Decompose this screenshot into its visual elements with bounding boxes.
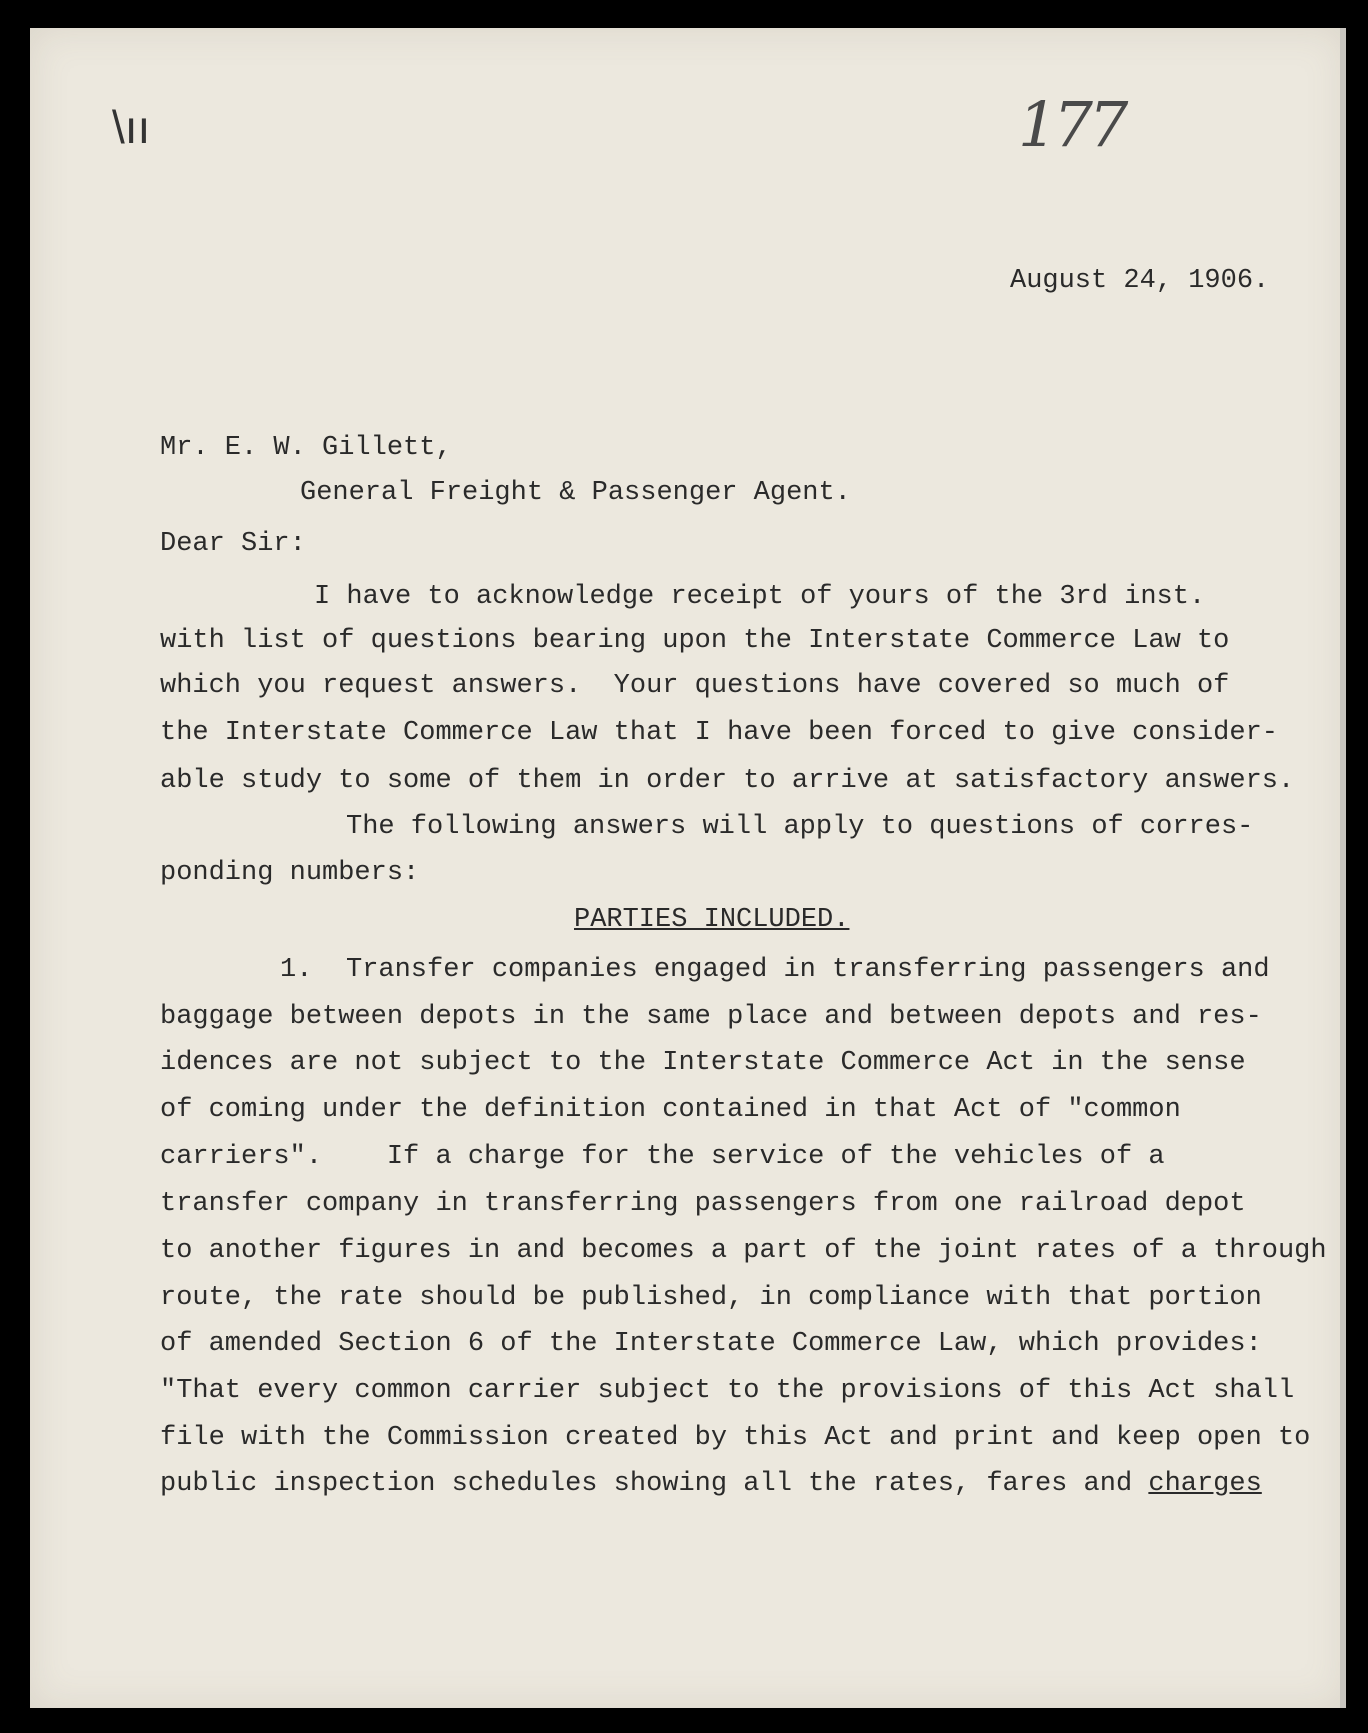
last-line-underlined: charges xyxy=(1148,1469,1262,1499)
paragraph-line: file with the Commission created by this Act and print and keep open to xyxy=(160,1423,1311,1453)
paragraph-line xyxy=(160,1471,1262,1498)
letter-date: August 24, 1906. xyxy=(1010,266,1270,296)
last-line-text: public inspection schedules showing all the rates, fares and xyxy=(160,1469,1149,1499)
paragraph-line: route, the rate should be published, in compliance with that portion xyxy=(160,1283,1262,1313)
paragraph-line: of coming under the definition contained in that Act of "common xyxy=(160,1095,1181,1125)
paragraph-line: able study to some of them in order to arrive at satisfactory answers. xyxy=(160,766,1295,796)
paragraph-line: Transfer companies engaged in transferring passengers and xyxy=(346,955,1270,985)
paragraph-line: idences are not subject to the Interstate Commerce Act in the sense xyxy=(160,1048,1246,1078)
recipient-name: Mr. E. W. Gillett, xyxy=(160,433,452,463)
paragraph-line: baggage between depots in the same place and between depots and res- xyxy=(160,1002,1262,1032)
paragraph-line: carriers". If a charge for the service of the vehicles of a xyxy=(160,1142,1165,1172)
item-number: 1. xyxy=(280,955,313,985)
paragraph-line: of amended Section 6 of the Interstate Commerce Law, which provides: xyxy=(160,1329,1262,1359)
page-edge xyxy=(1340,28,1346,1708)
salutation: Dear Sir: xyxy=(160,529,306,559)
paragraph-line: I have to acknowledge receipt of yours of the 3rd inst. xyxy=(314,582,1206,612)
handwritten-page-number: 177 xyxy=(1018,88,1125,161)
paragraph-line: to another figures in and becomes a part of the joint rates of a through xyxy=(160,1236,1327,1266)
paragraph-line: with list of questions bearing upon the Interstate Commerce Law to xyxy=(160,626,1230,656)
recipient-title: General Freight & Passenger Agent. xyxy=(300,478,851,508)
paragraph-line: transfer company in transferring passengers from one railroad depot xyxy=(160,1189,1246,1219)
section-heading: PARTIES INCLUDED. xyxy=(574,905,850,935)
paragraph-line: ponding numbers: xyxy=(160,858,420,888)
paragraph-line: which you request answers. Your questions have covered so much of xyxy=(160,671,1230,701)
paragraph-line: The following answers will apply to questions of corres- xyxy=(346,812,1254,842)
reference-mark: \ıı xyxy=(112,101,151,153)
paragraph-line: the Interstate Commerce Law that I have been forced to give consider- xyxy=(160,718,1278,748)
paragraph-line: "That every common carrier subject to the provisions of this Act shall xyxy=(160,1376,1295,1406)
